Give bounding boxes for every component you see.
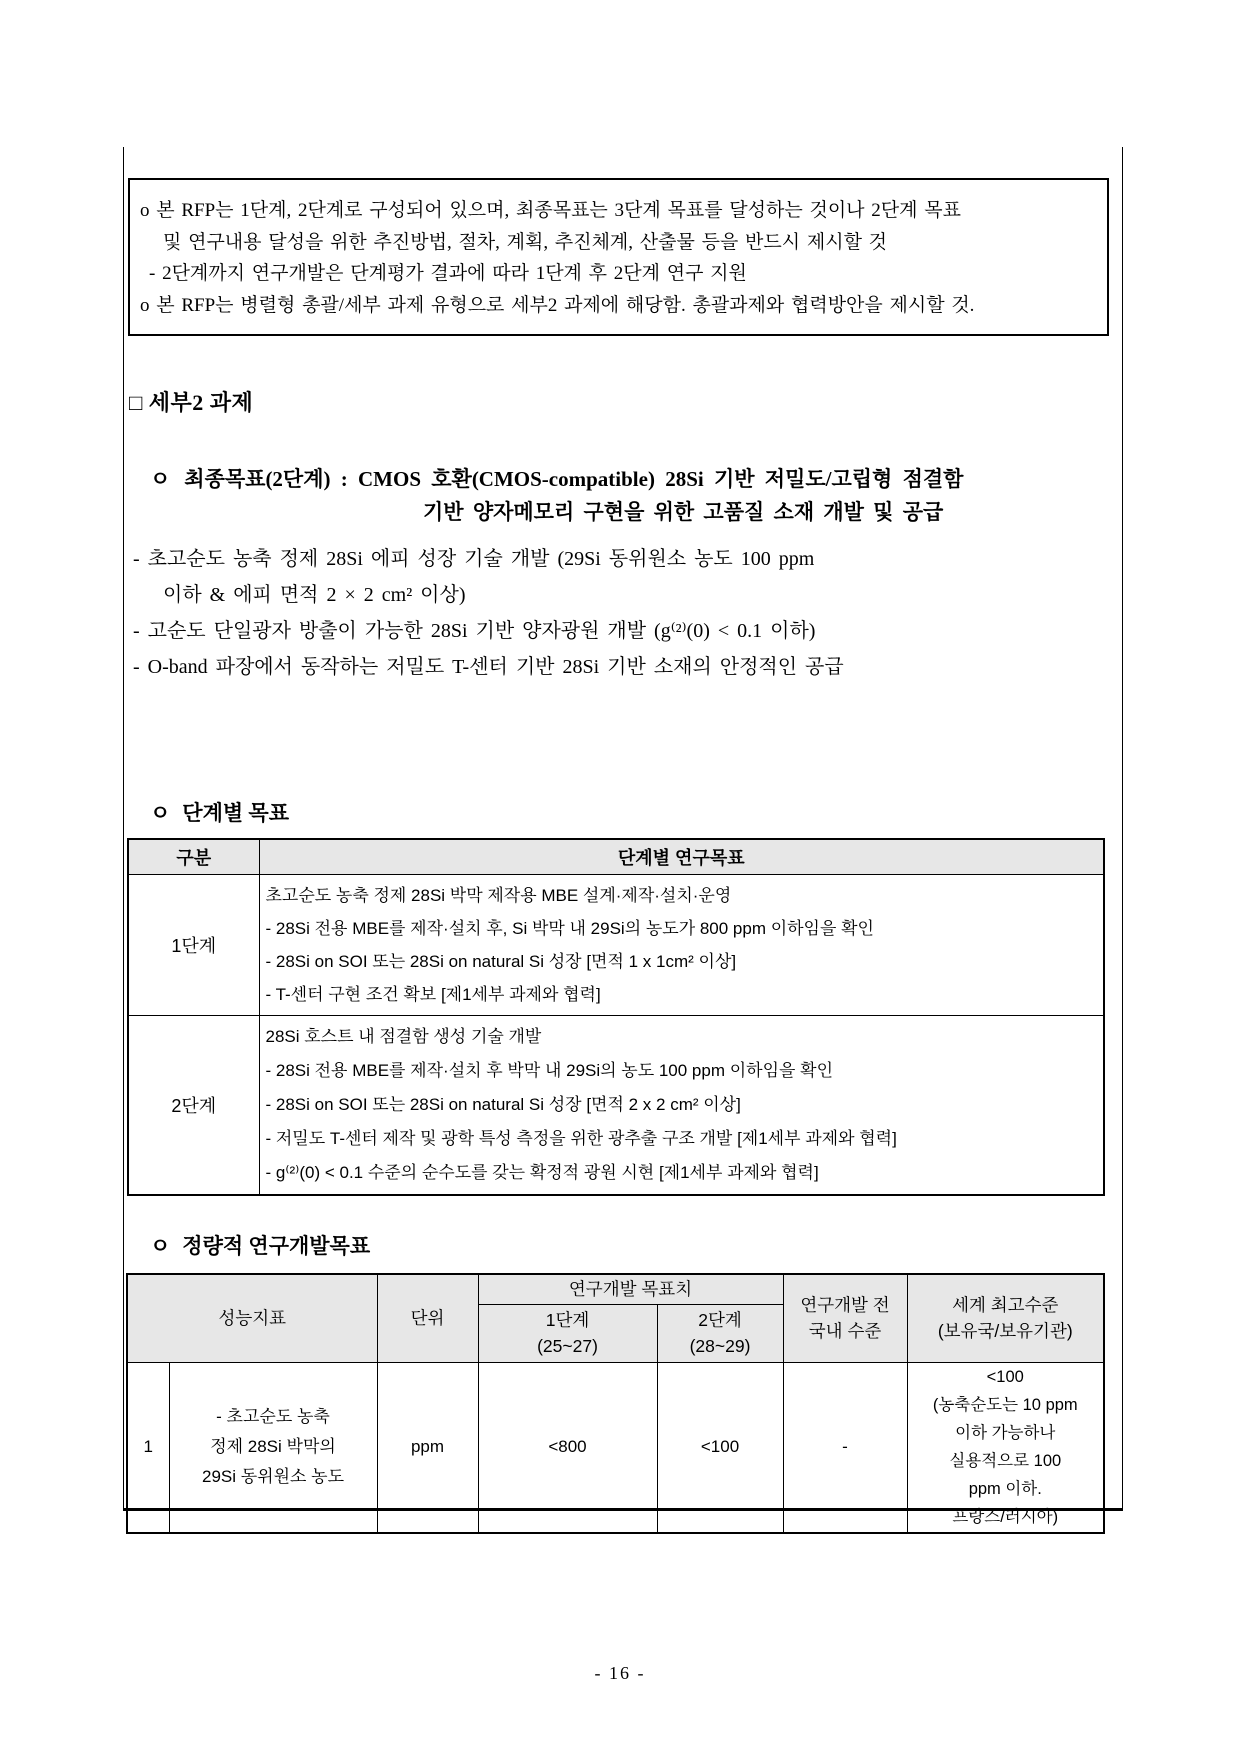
goal-bullet-line: - 초고순도 농축 정제 28Si 에피 성장 기술 개발 (29Si 동위원소 농도 100 ppm bbox=[133, 548, 815, 570]
stage1-goal-line: - T-센터 구현 조건 확보 [제1세부 과제와 협력] bbox=[265, 985, 601, 1004]
indicator-cell bbox=[169, 1362, 377, 1533]
unit-cell: ppm bbox=[377, 1362, 478, 1533]
stage-table-header-row bbox=[128, 839, 1104, 875]
quant-table-data-row bbox=[127, 1362, 1104, 1533]
stage2-goal-line: - 28Si 전용 MBE를 제작·설치 후 박막 내 29Si의 농도 100 ppm 이하임을 확인 bbox=[265, 1061, 833, 1080]
stage2-target-cell: <100 bbox=[657, 1362, 783, 1533]
final-goal-bullet-list bbox=[123, 541, 1122, 685]
quantitative-goal-heading-text: 정량적 연구개발목표 bbox=[182, 1234, 371, 1258]
indicator-line: - 초고순도 농축 bbox=[216, 1407, 330, 1426]
stage2-goal-line: - 저밀도 T-센터 제작 및 광학 특성 측정을 위한 광추출 구조 개발 [제1세부 과제와 협력] bbox=[265, 1129, 897, 1148]
header-domestic-line2: 국내 수준 bbox=[808, 1321, 882, 1342]
circle-list-marker: ㅇ bbox=[150, 801, 171, 825]
stage-goal-table bbox=[127, 838, 1105, 1196]
world-best-cell bbox=[907, 1362, 1104, 1533]
goal-bullet-line: - 고순도 단일광자 방출이 가능한 28Si 기반 양자광원 개발 (g⁽²⁾(0) < 0.1 이하) bbox=[133, 620, 816, 642]
stage2-goals-cell bbox=[259, 1016, 1104, 1196]
stage2-goal-line: - 28Si on SOI 또는 28Si on natural Si 성장 [면적 2 x 2 cm² 이상] bbox=[265, 1095, 741, 1114]
quantitative-goal-table bbox=[126, 1273, 1105, 1534]
notice-line-4: o 본 RFP는 병렬형 총괄/세부 과제 유형으로 세부2 과제에 해당함. 총괄과제와 협력방안을 제시할 것. bbox=[140, 294, 975, 316]
world-best-line: 프랑스/러시아) bbox=[952, 1508, 1059, 1526]
table-row-stage1 bbox=[128, 875, 1104, 1016]
goal-bullet-line: - O-band 파장에서 동작하는 저밀도 T-센터 기반 28Si 기반 소재의 안정적인 공급 bbox=[133, 656, 844, 678]
header-stage1 bbox=[478, 1304, 657, 1362]
world-best-line: <100 bbox=[986, 1368, 1024, 1386]
world-best-line: ppm 이하. bbox=[968, 1480, 1042, 1498]
header-stage1-period: (25~27) bbox=[537, 1336, 598, 1356]
stage1-goals-cell bbox=[259, 875, 1104, 1016]
header-domestic-level bbox=[783, 1274, 907, 1362]
header-stage1-label: 1단계 bbox=[545, 1310, 590, 1330]
indicator-line: 정제 28Si 박막의 bbox=[210, 1437, 336, 1456]
stage1-target-cell: <800 bbox=[478, 1362, 657, 1533]
circle-list-marker: ㅇ bbox=[150, 1234, 171, 1258]
header-world-line1: 세계 최고수준 bbox=[952, 1295, 1059, 1316]
final-goal-text-line2: 기반 양자메모리 구현을 위한 고품질 소재 개발 및 공급 bbox=[423, 500, 944, 524]
notice-line-3: - 2단계까지 연구개발은 단계평가 결과에 따라 1단계 후 2단계 연구 지원 bbox=[149, 263, 747, 284]
page-content bbox=[123, 147, 1122, 1534]
page-frame-right-border bbox=[1122, 147, 1123, 1511]
rfp-notice-box bbox=[128, 178, 1109, 336]
stage2-goal-line: 28Si 호스트 내 점결함 생성 기술 개발 bbox=[265, 1027, 542, 1046]
stage2-label-cell: 2단계 bbox=[128, 1016, 259, 1196]
circle-list-marker: ㅇ bbox=[150, 467, 171, 491]
notice-line-1: o 본 RFP는 1단계, 2단계로 구성되어 있으며, 최종목표는 3단계 목표를 달성하는 것이나 2단계 목표 bbox=[140, 200, 961, 221]
header-stage2 bbox=[657, 1304, 783, 1362]
notice-line-2: 및 연구내용 달성을 위한 추진방법, 절차, 계획, 추진체계, 산출물 등을 반드시 제시할 것 bbox=[163, 231, 888, 253]
page-number: - 16 - bbox=[594, 1663, 646, 1683]
world-best-line: (농축순도는 10 ppm bbox=[932, 1396, 1078, 1414]
stage-table-header-goals: 단계별 연구목표 bbox=[259, 839, 1104, 875]
stage1-goal-line: 초고순도 농축 정제 28Si 박막 제작용 MBE 설계·제작·설치·운영 bbox=[265, 886, 732, 905]
goal-bullet-line: 이하 & 에피 면적 2 × 2 cm² 이상) bbox=[163, 584, 466, 606]
quantitative-goal-heading bbox=[150, 1232, 1122, 1260]
final-goal-heading bbox=[150, 463, 1122, 496]
header-indicator: 성능지표 bbox=[127, 1274, 377, 1362]
header-unit: 단위 bbox=[377, 1274, 478, 1362]
header-stage2-label: 2단계 bbox=[698, 1310, 742, 1330]
indicator-line: 29Si 동위원소 농도 bbox=[201, 1467, 344, 1486]
world-best-line: 이하 가능하나 bbox=[955, 1424, 1056, 1442]
table-row-stage2 bbox=[128, 1016, 1104, 1196]
stage1-goal-line: - 28Si on SOI 또는 28Si on natural Si 성장 [면적 1 x 1cm² 이상] bbox=[265, 952, 737, 971]
stage1-goal-line: - 28Si 전용 MBE를 제작·설치 후, Si 박막 내 29Si의 농도가 800 ppm 이하임을 확인 bbox=[265, 919, 874, 938]
header-world-best bbox=[907, 1274, 1104, 1362]
header-domestic-line1: 연구개발 전 bbox=[800, 1295, 890, 1316]
stage-table-header-category: 구분 bbox=[128, 839, 259, 875]
section-title-sub2-task: □ 세부2 과제 bbox=[129, 390, 254, 415]
final-goal-text-line1: 최종목표(2단계) : CMOS 호환(CMOS-compatible) 28Si 기반 저밀도/고립형 점결함 bbox=[184, 467, 964, 491]
stage2-goal-line: - g⁽²⁾(0) < 0.1 수준의 순수도를 갖는 확정적 광원 시현 [제1세부 과제와 협력] bbox=[265, 1163, 819, 1182]
header-target-group: 연구개발 목표치 bbox=[478, 1274, 783, 1304]
header-stage2-period: (28~29) bbox=[689, 1336, 751, 1356]
quant-table-header-row1 bbox=[127, 1274, 1104, 1304]
stage1-label-cell: 1단계 bbox=[128, 875, 259, 1016]
header-world-line2: (보유국/보유기관) bbox=[937, 1321, 1073, 1342]
row-number-cell: 1 bbox=[127, 1362, 169, 1533]
stage-goal-heading bbox=[150, 799, 1122, 827]
domestic-level-cell: - bbox=[783, 1362, 907, 1533]
world-best-line: 실용적으로 100 bbox=[949, 1452, 1062, 1470]
stage-goal-heading-text: 단계별 목표 bbox=[182, 801, 289, 825]
